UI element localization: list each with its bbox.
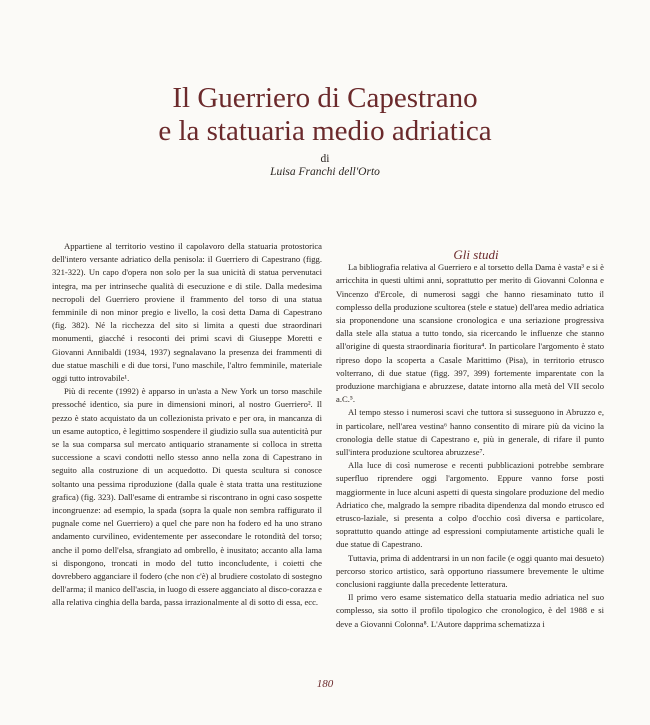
right-column xyxy=(336,248,604,631)
title-line-2: e la statuaria medio adriatica xyxy=(158,115,492,147)
paragraph: Al tempo stesso i numerosi scavi che tuttora si susseguono in Abruzzo e, in particolare, nell'area vestina⁶ hanno consentito di mirare più da vicino la cronologia delle statue di Capestrano e, più in generale, di rifare il punto sull'intera produzione scultorea abruzzese⁷. xyxy=(336,407,604,458)
paragraph: Alla luce di così numerose e recenti pubblicazioni potrebbe sembrare superfluo riprendere oggi l'argomento. Eppure vanno forse posti maggiormente in luce alcuni aspetti di questa singolare produzione del medio Adriatico che, malgrado la sempre ribadita dipendenza dal mondo etrusco ed etrusco-laziale, si presenta a colpo d'occhio così diversa e particolare, soprattutto quando attinge ad espressioni compiutamente artistiche quali le due statue di Capestrano. xyxy=(336,460,604,550)
section-heading: Gli studi xyxy=(453,247,499,262)
paragraph: Più di recente (1992) è apparso in un'asta a New York un torso maschile pressoché identico, sia pure in dimensioni minori, al nostro Guerriero². Il pezzo è stato acquistato da un collezionista privato e per ora, in mancanza di un esame autoptico, è legittimo sospendere il giudizio sulla sua autenticità pur se la sua comparsa sul mercato antiquario stranamente si colloca in stretta successione a scavi condotti nello stesso anno nella zona di Capestrano in seguito alla costruzione di un acquedotto. Di questa scultura si conosce soltanto una pessima riproduzione (dalla quale è stata tratta una restituzione grafica) (fig. 323). Dall'esame di entrambe si riscontrano in ogni caso sospette incongruenze: ad esempio, la spada (sopra la quale non sembra raffigurato il pugnale come nel Guerriero) a quel che pare non ha fodero ed ha uno strano andamento curvilineo, evidentemente per assecondare le rotondità del torso; anche il pomo dell'elsa, sfrangiato ad ombrello, è inusitato; accanto alla lama si dispongono, troncati in modo del tutto inconcludente, i coietti che dovrebbero agganciare il fodero (che non c'è) al brudiere costolato di sostegno dell'arma; il manico dell'ascia, in luogo di essere agganciato al disco-corazza e alla relativa cinghia della barda, passa irrazionalmente al di sotto di essa, ecc. xyxy=(52,386,322,608)
paragraph: Appartiene al territorio vestino il capolavoro della statuaria protostorica dell'intero versante adriatico della penisola: il Guerriero di Capestrano (figg. 321-322). Un capo d'opera non solo per la sua unicità di statua pervenutaci integra, ma per intrinseche qualità di esecuzione e di stile. Dalla medesima necropoli del Guerriero proviene il frammento del torso di una statua femminile di non minor pregio e livello, la così detta Dama di Capestrano (fig. 382). Né la ricchezza del sito si limita a questi due straordinari monumenti, giacché i resoconti dei primi scavi di Giuseppe Moretti e Giovanni Annibaldi (1934, 1937) segnalavano la presenza dei frammenti di due statue maschili e di due torsi, l'uno maschile, l'altro femminile, materiale oggi tutto introvabile¹. xyxy=(52,241,322,384)
page-number: 180 xyxy=(316,678,334,690)
left-column xyxy=(52,240,322,610)
paragraph: Il primo vero esame sistematico della statuaria medio adriatica nel suo complesso, sia sotto il profilo tipologico che cronologico, è del 1988 e si deve a Giovanni Colonna⁸. L'Autore dapprima schematizza i xyxy=(336,592,604,629)
paragraph: Tuttavia, prima di addentrarsi in un non facile (e oggi quanto mai desueto) percorso storico artistico, sarà opportuno riassumere brevemente le ultime conclusioni raggiunte dalla precedente letteratura. xyxy=(336,552,604,590)
byline xyxy=(0,153,650,179)
title-line-1: Il Guerriero di Capestrano xyxy=(172,82,478,114)
page-title xyxy=(0,82,650,148)
paragraph: La bibliografia relativa al Guerriero e al torsetto della Dama è vasta³ e si è arricchita in questi ultimi anni, soprattutto per merito di Giovanni Colonna e Vincenzo d'Ercole, di numerosi saggi che hanno riesaminato tutto il complesso della produzione scultorea (stele e statue) dell'area medio adriatica sia proponendone una scansione cronologica e una seriazione progressiva dalla stele alla statua a tutto tondo, sia ricercando le influenze che stanno all'origine di questa straordinaria fioritura⁴. In particolare l'argomento è stato ripreso dopo la scoperta a Casale Marittimo (Pisa), in territorio etrusco volterrano, di due statue (figg. 397, 399) fortemente imparentate con la produzione marchigiana e abruzzese, datate intorno alla metà del VII secolo a.C.⁵. xyxy=(336,262,604,405)
author-name: Luisa Franchi dell'Orto xyxy=(270,166,380,178)
byline-di: di xyxy=(320,153,330,165)
